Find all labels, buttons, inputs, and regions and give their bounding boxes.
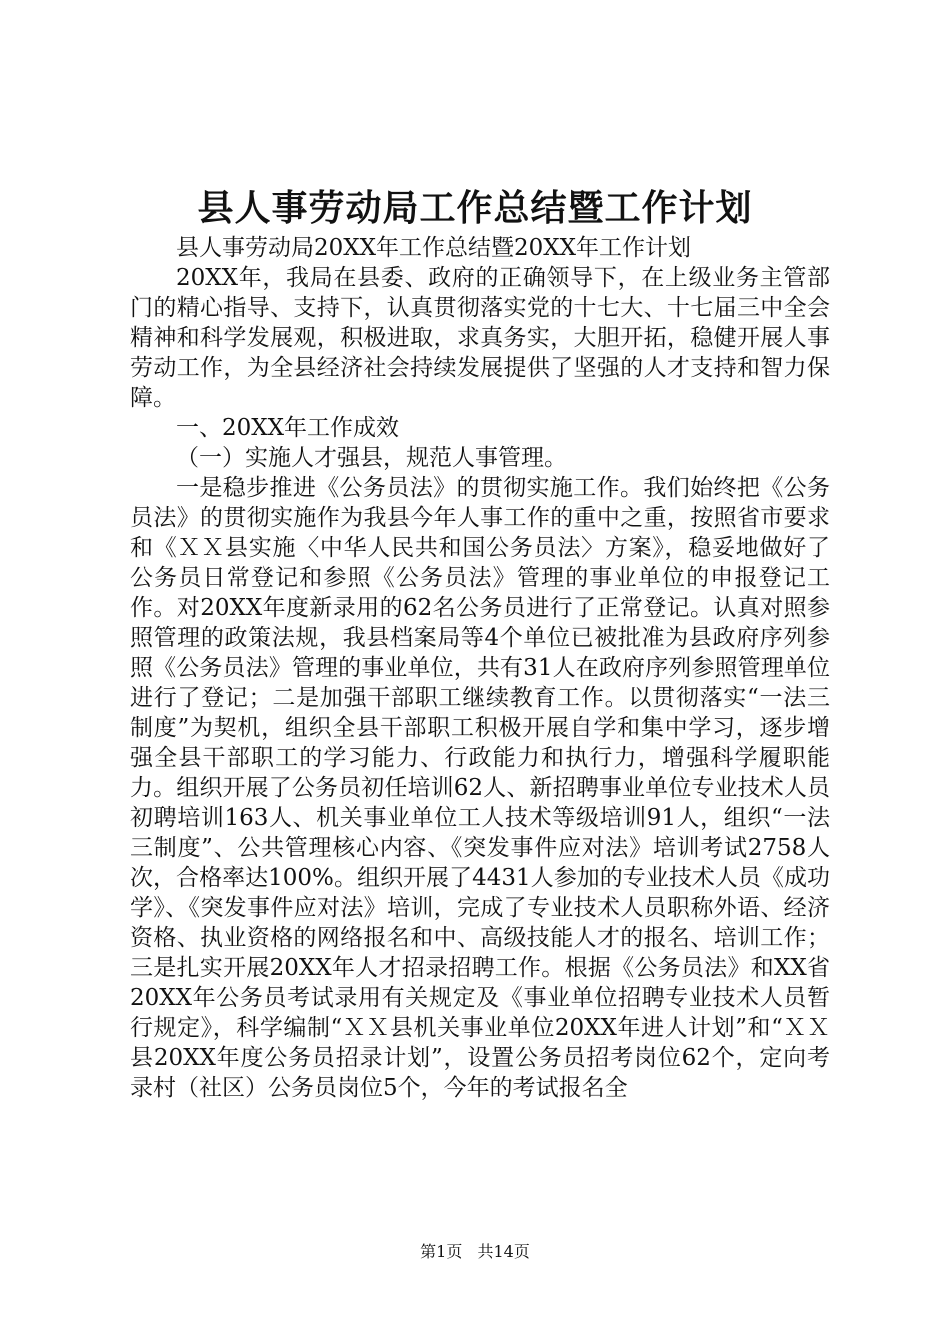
intro-paragraph: 20XX年，我局在县委、政府的正确领导下，在上级业务主管部门的精心指导、支持下，认真贯彻落实党的十七大、十七届三中全会精神和科学发展观，积极进取，求真务实，大胆开拓，稳健开展人事劳动工作，为全县经济社会持续发展提供了坚强的人才支持和智力保障。 bbox=[130, 265, 830, 411]
body-paragraph: 一是稳步推进《公务员法》的贯彻实施工作。我们始终把《公务员法》的贯彻实施作为我县今年人事工作的重中之重，按照省市要求和《ＸＸ县实施〈中华人民共和国公务员法〉方案》，稳妥地做好了公务员日常登记和参照《公务员法》管理的事业单位的申报登记工作。对20XX年度新录用的62名公务员进行了正常登记。认真对照参照管理的政策法规，我县档案局等4个单位已被批准为县政府序列参照《公务员法》管理的事业单位，共有31人在政府序列参照管理单位进行了登记；二是加强干部职工继续教育工作。以贯彻落实“一法三制度”为契机，组织全县干部职工积极开展自学和集中学习，逐步增强全县干部职工的学习能力、行政能力和执行力，增强科学履职能力。组织开展了公务员初任培训62人、新招聘事业单位专业技术人员初聘培训163人、机关事业单位工人技术等级培训91人，组织“一法三制度”、公共管理核心内容、《突发事件应对法》培训考试2758人次，合格率达100%。组织开展了4431人参加的专业技术人员《成功学》、《突发事件应对法》培训，完成了专业技术人员职称外语、经济资格、执业资格的网络报名和中、高级技能人才的报名、培训工作；三是扎实开展20XX年人才招录招聘工作。根据《公务员法》和XX省20XX年公务员考试录用有关规定及《事业单位招聘专业技术人员暂行规定》，科学编制“ＸＸ县机关事业单位20XX年进人计划”和“ＸＸ县20XX年度公务员招录计划”，设置公务员招考岗位62个，定向考录村（社区）公务员岗位5个，今年的考试报名全 bbox=[130, 475, 830, 1101]
subsection-heading: （一）实施人才强县，规范人事管理。 bbox=[176, 445, 567, 471]
document-body bbox=[130, 233, 830, 1103]
page-number: 第1页 bbox=[420, 1242, 463, 1261]
page-total: 共14页 bbox=[477, 1242, 530, 1261]
page-footer bbox=[0, 1240, 950, 1264]
document-title: 县人事劳动局工作总结暨工作计划 bbox=[197, 187, 753, 229]
subtitle-paragraph: 县人事劳动局20XX年工作总结暨20XX年工作计划 bbox=[176, 235, 692, 261]
section-heading: 一、20XX年工作成效 bbox=[176, 415, 400, 441]
